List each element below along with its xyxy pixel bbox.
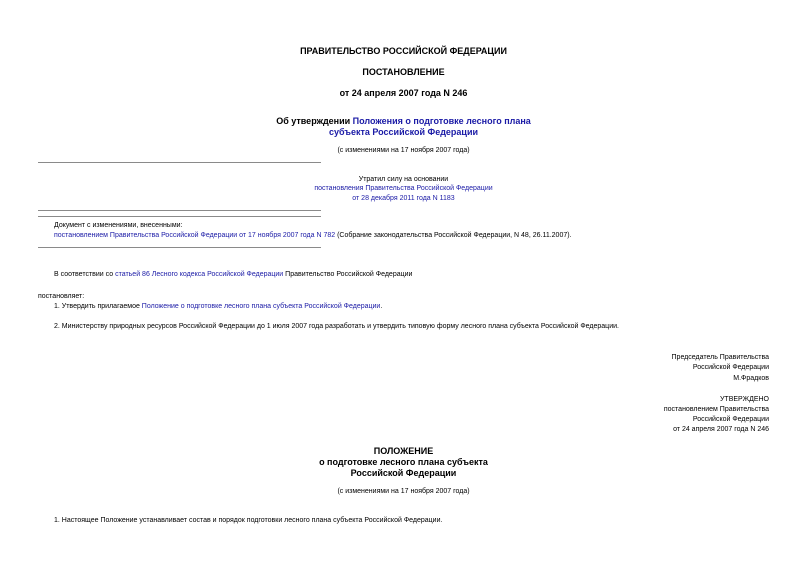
repealed-link-line1[interactable]: постановления Правительства Российской Федерации bbox=[314, 185, 493, 192]
basis-paragraph bbox=[54, 271, 412, 278]
document-title-line2 bbox=[0, 127, 807, 137]
regulation-title: ПОЛОЖЕНИЕ bbox=[373, 446, 434, 456]
repealed-label: Утратил силу на основании bbox=[358, 176, 449, 183]
signature-country: Российской Федерации bbox=[692, 364, 769, 371]
document-type: ПОСТАНОВЛЕНИЕ bbox=[362, 67, 445, 77]
document-date: от 24 апреля 2007 года N 246 bbox=[339, 88, 468, 98]
changes-line bbox=[54, 232, 572, 239]
repealed-link-line2[interactable]: от 28 декабря 2011 года N 1183 bbox=[352, 195, 455, 202]
basis-suffix: Правительство Российской Федерации bbox=[283, 271, 413, 278]
regulation-item-1: 1. Настоящее Положение устанавливает состав и порядок подготовки лесного плана субъекта Российской Федерации. bbox=[54, 517, 443, 524]
approved-line3: Российской Федерации bbox=[692, 416, 769, 423]
regulation-subtitle-line1: о подготовке лесного плана субъекта bbox=[319, 457, 488, 467]
item-1 bbox=[54, 303, 382, 310]
item-1-link[interactable]: Положение о подготовке лесного плана субъекта Российской Федерации bbox=[141, 303, 381, 310]
approved-heading: УТВЕРЖДЕНО bbox=[719, 396, 769, 403]
divider bbox=[38, 210, 321, 211]
item-1-prefix: 1. Утвердить прилагаемое bbox=[54, 303, 142, 310]
approved-line2: постановлением Правительства bbox=[663, 406, 769, 413]
decree-word: постановляет: bbox=[38, 293, 85, 300]
changes-label: Документ с изменениями, внесенными: bbox=[54, 222, 183, 229]
regulation-subtitle-line2: Российской Федерации bbox=[350, 468, 457, 478]
divider bbox=[38, 216, 321, 217]
item-2: 2. Министерству природных ресурсов Российской Федерации до 1 июля 2007 года разработать и утвердить типовую форму лесного плана субъекта Российской Федерации. bbox=[54, 323, 619, 330]
regulation-amendment-note: (с изменениями на 17 ноября 2007 года) bbox=[337, 488, 470, 495]
amendment-note: (с изменениями на 17 ноября 2007 года) bbox=[337, 147, 470, 154]
approved-line4: от 24 апреля 2007 года N 246 bbox=[673, 426, 769, 433]
basis-link[interactable]: статьей 86 Лесного кодекса Российской Федерации bbox=[115, 271, 284, 278]
title-link-line2[interactable]: субъекта Российской Федерации bbox=[328, 127, 479, 137]
divider bbox=[38, 247, 321, 248]
signature-name: М.Фрадков bbox=[733, 375, 769, 382]
changes-link[interactable]: постановлением Правительства Российской Федерации от 17 ноября 2007 года N 782 bbox=[54, 232, 336, 239]
signature-title: Председатель Правительства bbox=[671, 354, 769, 361]
title-prefix: Об утверждении bbox=[276, 116, 353, 126]
government-heading: ПРАВИТЕЛЬСТВО РОССИЙСКОЙ ФЕДЕРАЦИИ bbox=[300, 46, 507, 56]
changes-source: (Собрание законодательства Российской Федерации, N 48, 26.11.2007). bbox=[335, 232, 572, 239]
document-title bbox=[0, 116, 807, 126]
divider bbox=[38, 162, 321, 163]
item-1-suffix: . bbox=[380, 303, 383, 310]
title-link-line1[interactable]: Положения о подготовке лесного плана bbox=[352, 116, 531, 126]
basis-prefix: В соответствии со bbox=[54, 271, 116, 278]
